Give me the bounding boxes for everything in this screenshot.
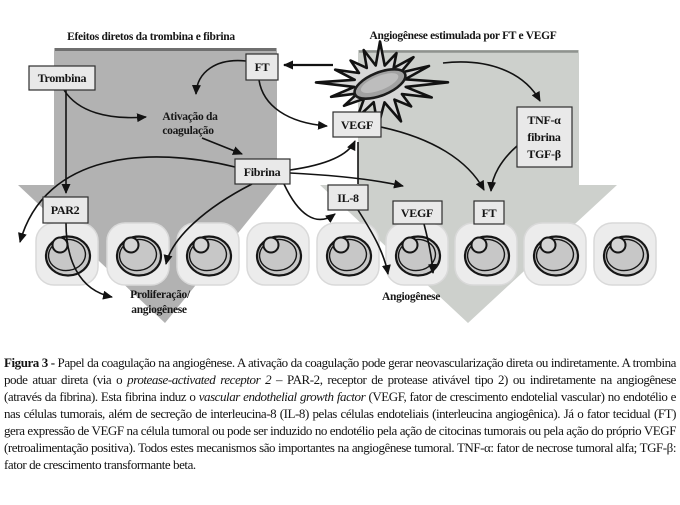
endothelial-cell bbox=[317, 223, 379, 285]
proliferacao-label-line1: Proliferação/ bbox=[130, 289, 190, 301]
vegf-mid-box bbox=[333, 112, 381, 137]
il8-label: IL-8 bbox=[337, 191, 359, 205]
ft-bottom-label: FT bbox=[481, 206, 497, 220]
fibrina-box bbox=[235, 159, 290, 184]
caption-segment: vascular endothelial growth factor bbox=[198, 389, 366, 404]
caption-segment: protease-activated receptor 2 bbox=[127, 372, 272, 387]
endothelial-cell-row bbox=[36, 223, 656, 285]
endothelial-cell bbox=[247, 223, 309, 285]
vegf-bottom-box bbox=[393, 201, 442, 224]
endothelial-cell bbox=[594, 223, 656, 285]
proliferacao-label-line2: angiogênese bbox=[131, 304, 187, 316]
endothelial-cell bbox=[107, 223, 169, 285]
ft-bottom-box bbox=[474, 201, 504, 224]
endothelial-cell bbox=[455, 223, 517, 285]
ativacao-label-line1: Ativação da bbox=[162, 111, 218, 123]
trombina-box bbox=[29, 66, 95, 90]
figure-caption bbox=[4, 354, 676, 473]
angiogenese-label: Angiogênese bbox=[381, 291, 441, 303]
right-panel-heading: Angiogênese estimulada por FT e VEGF bbox=[369, 30, 557, 42]
trombina-label: Trombina bbox=[37, 71, 87, 85]
fibrina-label: Fibrina bbox=[243, 165, 281, 179]
par2-box bbox=[43, 197, 88, 223]
endothelial-cell bbox=[524, 223, 586, 285]
endothelial-cell bbox=[386, 223, 448, 285]
il8-box bbox=[328, 185, 368, 210]
caption-segment: (VEGF, fator de crescimento endotelial vascular) no endotélio e nas células tumorais, além de secreção de interleucina-8 (IL-8) pelas células endoteliais (interleucina angiogênica). Já o fator tecidual (FT) gera expressão de VEGF na célula tumoral ou pode ser induzido no endotélio pela ação de citocinas tumorais ou pela ação do próprio VEGF (retroalimentação positiva). Todos estes mecanismos são importantes na angiogênese tumoral. TNF-α: fator de necrose tumoral alfa; TGF-β: fator de crescimento transformante beta. bbox=[4, 389, 676, 472]
par2-label: PAR2 bbox=[50, 203, 80, 217]
tnf-line1: TNF-α bbox=[527, 113, 561, 127]
left-panel-heading: Efeitos diretos da trombina e fibrina bbox=[67, 31, 235, 43]
caption-segment: Figura 3 - bbox=[4, 355, 58, 370]
tnf-box bbox=[517, 107, 572, 167]
ft-top-box bbox=[246, 54, 278, 80]
caption-segment: Papel da coagulação na angiogênese. A ativação da coagulação pode gerar neovascularização direta ou indiretamente. A trombina pode atuar direta (via o bbox=[4, 355, 676, 387]
vegf-mid-label: VEGF bbox=[340, 118, 374, 132]
ativacao-label-line2: coagulação bbox=[162, 125, 214, 137]
ft-top-label: FT bbox=[254, 60, 270, 74]
tnf-line3: TGF-β bbox=[527, 147, 561, 161]
arrow-fibrina-to-vegf bbox=[290, 141, 355, 170]
vegf-bottom-label: VEGF bbox=[400, 206, 434, 220]
caption-segment: – PAR-2, receptor de protease ativável tipo 2) ou indiretamente na angiogênese (através da fibrina). Esta fibrina induz o bbox=[4, 372, 676, 404]
endothelial-cell bbox=[177, 223, 239, 285]
tnf-line2: fibrina bbox=[527, 130, 561, 144]
